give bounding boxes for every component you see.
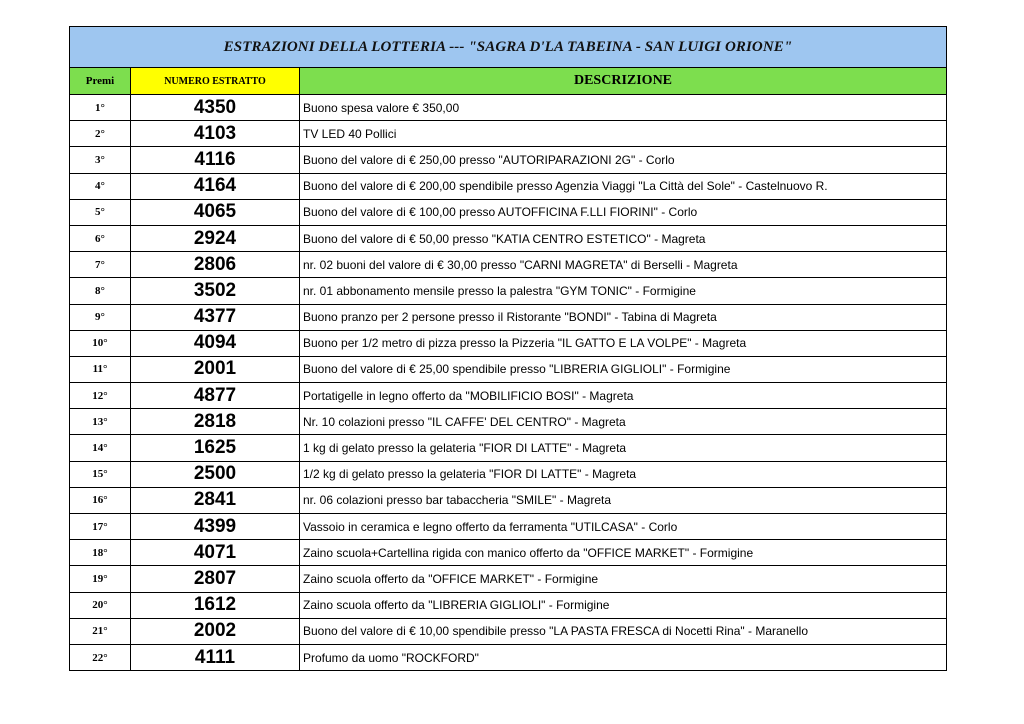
table-row — [70, 409, 947, 435]
prize-rank: 11° — [70, 356, 131, 382]
prize-rank: 10° — [70, 330, 131, 356]
prize-description: Buono del valore di € 25,00 spendibile presso "LIBRERIA GIGLIOLI" - Formigine — [300, 356, 947, 382]
prize-description: Vassoio in ceramica e legno offerto da ferramenta "UTILCASA" - Corlo — [300, 514, 947, 540]
prize-description: nr. 06 colazioni presso bar tabaccheria "SMILE" - Magreta — [300, 487, 947, 513]
prize-description: TV LED 40 Pollici — [300, 121, 947, 147]
drawn-number: 3502 — [131, 278, 300, 304]
drawn-number: 4399 — [131, 514, 300, 540]
prize-description: Buono del valore di € 50,00 presso "KATIA CENTRO ESTETICO" - Magreta — [300, 225, 947, 251]
table-row — [70, 173, 947, 199]
prize-rank: 18° — [70, 540, 131, 566]
prize-rank: 9° — [70, 304, 131, 330]
drawn-number: 4377 — [131, 304, 300, 330]
table-row — [70, 304, 947, 330]
drawn-number: 2500 — [131, 461, 300, 487]
prize-description: Zaino scuola+Cartellina rigida con manico offerto da "OFFICE MARKET" - Formigine — [300, 540, 947, 566]
prize-rank: 12° — [70, 383, 131, 409]
drawn-number: 4350 — [131, 95, 300, 121]
table-row — [70, 540, 947, 566]
prize-rank: 22° — [70, 644, 131, 670]
table-row — [70, 461, 947, 487]
drawn-number: 4877 — [131, 383, 300, 409]
prize-rank: 1° — [70, 95, 131, 121]
header-numero-estratto: NUMERO ESTRATTO — [131, 68, 300, 95]
drawn-number: 1612 — [131, 592, 300, 618]
table-body — [70, 27, 947, 671]
drawn-number: 2818 — [131, 409, 300, 435]
drawn-number: 2807 — [131, 566, 300, 592]
prize-rank: 6° — [70, 225, 131, 251]
prize-rank: 15° — [70, 461, 131, 487]
table-row — [70, 95, 947, 121]
prize-description: Profumo da uomo "ROCKFORD" — [300, 644, 947, 670]
table-row — [70, 252, 947, 278]
prize-rank: 14° — [70, 435, 131, 461]
drawn-number: 1625 — [131, 435, 300, 461]
table-row — [70, 566, 947, 592]
table-row — [70, 487, 947, 513]
table-row — [70, 514, 947, 540]
prize-rank: 8° — [70, 278, 131, 304]
drawn-number: 4164 — [131, 173, 300, 199]
drawn-number: 4094 — [131, 330, 300, 356]
title-row — [70, 27, 947, 68]
table-row — [70, 618, 947, 644]
table-row — [70, 644, 947, 670]
header-premi: Premi — [70, 68, 131, 95]
lottery-results-table — [69, 26, 947, 671]
header-descrizione: DESCRIZIONE — [300, 68, 947, 95]
prize-description: Portatigelle in legno offerto da "MOBILIFICIO BOSI" - Magreta — [300, 383, 947, 409]
prize-description: Zaino scuola offerto da "OFFICE MARKET" - Formigine — [300, 566, 947, 592]
prize-description: Buono spesa valore € 350,00 — [300, 95, 947, 121]
drawn-number: 4111 — [131, 644, 300, 670]
prize-description: Buono pranzo per 2 persone presso il Ristorante "BONDI" - Tabina di Magreta — [300, 304, 947, 330]
table-row — [70, 383, 947, 409]
table-row — [70, 435, 947, 461]
prize-rank: 19° — [70, 566, 131, 592]
prize-rank: 4° — [70, 173, 131, 199]
prize-description: Buono del valore di € 100,00 presso AUTOFFICINA F.LLI FIORINI" - Corlo — [300, 199, 947, 225]
prize-rank: 5° — [70, 199, 131, 225]
page-title: ESTRAZIONI DELLA LOTTERIA --- "SAGRA D'LA TABEINA - SAN LUIGI ORIONE" — [70, 27, 947, 68]
drawn-number: 4103 — [131, 121, 300, 147]
prize-rank: 13° — [70, 409, 131, 435]
prize-description: 1/2 kg di gelato presso la gelateria "FIOR DI LATTE" - Magreta — [300, 461, 947, 487]
table-row — [70, 330, 947, 356]
prize-rank: 2° — [70, 121, 131, 147]
table-row — [70, 121, 947, 147]
drawn-number: 4065 — [131, 199, 300, 225]
table-row — [70, 199, 947, 225]
drawn-number: 2841 — [131, 487, 300, 513]
table-row — [70, 225, 947, 251]
drawn-number: 2924 — [131, 225, 300, 251]
drawn-number: 2806 — [131, 252, 300, 278]
prize-description: nr. 01 abbonamento mensile presso la palestra "GYM TONIC" - Formigine — [300, 278, 947, 304]
prize-rank: 7° — [70, 252, 131, 278]
table-row — [70, 592, 947, 618]
prize-description: Buono del valore di € 200,00 spendibile presso Agenzia Viaggi "La Città del Sole" - Castelnuovo R. — [300, 173, 947, 199]
table-row — [70, 147, 947, 173]
prize-description: Buono del valore di € 10,00 spendibile presso "LA PASTA FRESCA di Nocetti Rina" - Maranello — [300, 618, 947, 644]
prize-description: 1 kg di gelato presso la gelateria "FIOR DI LATTE" - Magreta — [300, 435, 947, 461]
prize-rank: 17° — [70, 514, 131, 540]
prize-rank: 21° — [70, 618, 131, 644]
table-row — [70, 356, 947, 382]
prize-description: Buono del valore di € 250,00 presso "AUTORIPARAZIONI 2G" - Corlo — [300, 147, 947, 173]
drawn-number: 2002 — [131, 618, 300, 644]
prize-rank: 3° — [70, 147, 131, 173]
prize-description: nr. 02 buoni del valore di € 30,00 presso "CARNI MAGRETA" di Berselli - Magreta — [300, 252, 947, 278]
drawn-number: 4116 — [131, 147, 300, 173]
prize-rank: 20° — [70, 592, 131, 618]
drawn-number: 2001 — [131, 356, 300, 382]
prize-description: Buono per 1/2 metro di pizza presso la Pizzeria "IL GATTO E LA VOLPE" - Magreta — [300, 330, 947, 356]
prize-description: Nr. 10 colazioni presso "IL CAFFE' DEL CENTRO" - Magreta — [300, 409, 947, 435]
drawn-number: 4071 — [131, 540, 300, 566]
prize-description: Zaino scuola offerto da "LIBRERIA GIGLIOLI" - Formigine — [300, 592, 947, 618]
prize-rank: 16° — [70, 487, 131, 513]
table-row — [70, 278, 947, 304]
header-row — [70, 68, 947, 95]
